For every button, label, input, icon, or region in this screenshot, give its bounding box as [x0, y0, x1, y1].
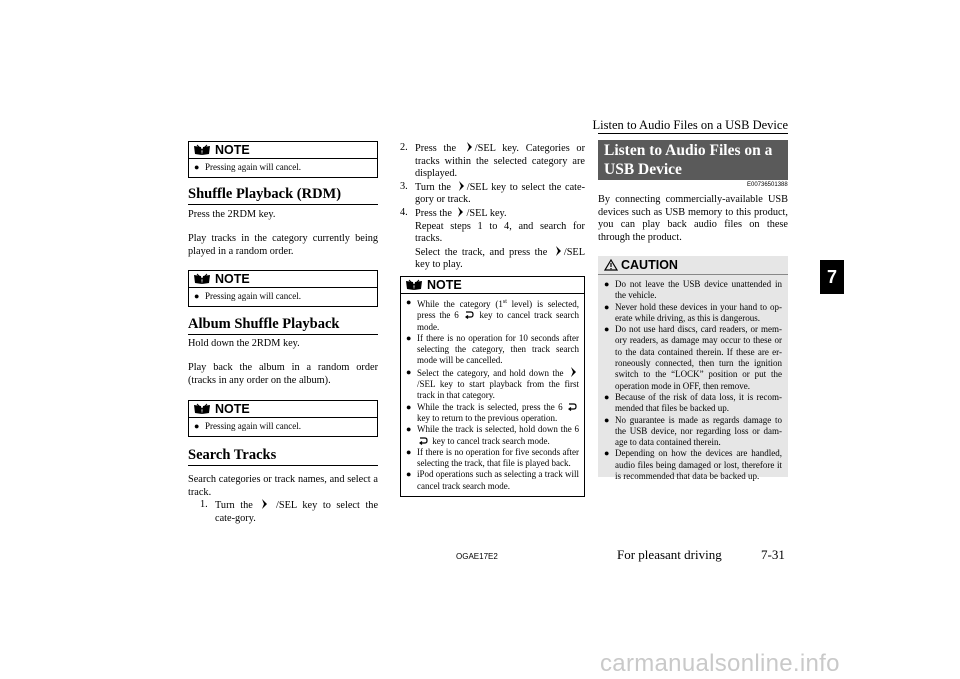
note-bullet [406, 297, 579, 333]
shuffle-p1: Press the 2RDM key. [188, 209, 276, 220]
note-text: If there is no operation for 10 seconds after selecting the category, then track search mode will be cancelled. [417, 332, 579, 366]
bullet-icon: ● [604, 301, 610, 312]
caution-text: Do not leave the USB device unattended in the vehicle. [615, 279, 782, 301]
bullet-icon: ● [406, 469, 412, 480]
step-text-pre: Select the track, and press the [415, 246, 548, 258]
album-p2: Play back the album in a random order (tracks in any order on the album). [188, 362, 378, 386]
running-header-title: Listen to Audio Files on a USB Device [592, 118, 788, 132]
footer-section: For pleasant driving [617, 547, 722, 562]
tune-knob-icon [554, 246, 562, 256]
note-book-icon [193, 403, 211, 415]
caution-box [598, 256, 788, 482]
note-bullet [406, 333, 579, 367]
caution-text: Because of the risk of data loss, it is recom-mended that files be backed up. [615, 391, 782, 414]
step-text-pre: Press the [415, 143, 457, 154]
return-arrow-icon [465, 311, 474, 319]
step-number: 4. [400, 206, 408, 218]
search-heading: Search Tracks [188, 447, 277, 463]
tune-knob-icon [569, 367, 577, 377]
tune-knob-icon [457, 181, 465, 191]
step-item [400, 181, 585, 207]
section-banner-usb: Listen to Audio Files on a USB Device [598, 140, 788, 180]
tune-knob-icon [260, 499, 268, 509]
note-text: /SEL key to start playback from the first track in that category. [417, 379, 579, 401]
bullet-icon: ● [194, 291, 200, 301]
section-heading-album [188, 316, 378, 335]
caution-text: Do not use hard discs, card readers, or mem-ory readers, as damage may occur to these or to the data contained therein. If these are er-roneously connected, then turn the ignition switch to the “LOCK” position or put the operation mode in OFF, then remove. [615, 324, 782, 391]
shuffle-p2: Play tracks in the category currently being played in a random order. [188, 233, 378, 257]
note-label: NOTE [215, 143, 250, 157]
caution-text: No guarantee is made as regards damage to the USB device, nor regarding loss or dam-age to data contained therein. [615, 414, 782, 448]
bullet-icon: ● [604, 279, 610, 289]
step-text-pre: Press the [415, 207, 452, 219]
usb-intro: By connecting commercially-available USB devices such as USB memory to this product, you can play back audio files on these through the product. [598, 194, 788, 243]
note-text: iPod operations such as selecting a track will cancel track search mode. [417, 469, 579, 491]
note-bullet [406, 402, 579, 425]
caution-text: Depending on how the devices are handled, audio files being damaged or lost, therefore it is recommended that data be backed up. [615, 448, 782, 482]
page-number: 7-31 [761, 547, 785, 562]
caution-header [598, 256, 788, 275]
step-text-pre: Turn the [415, 181, 451, 193]
step-text-post: /SEL key to play. [415, 246, 586, 271]
section-code: E00736501388 [747, 182, 788, 188]
note-label: NOTE [215, 402, 250, 416]
note-bullet-text: Pressing again will cancel. [205, 291, 301, 301]
bullet-icon: ● [604, 414, 610, 425]
note-label: NOTE [427, 278, 462, 292]
caution-bullet [604, 279, 782, 302]
note-box-1 [188, 141, 378, 178]
note-text: key to cancel track search mode. [432, 435, 550, 446]
note-text: While the track is selected, hold down the 6 [417, 424, 579, 435]
note-box-search [400, 276, 585, 497]
note-book-icon [405, 279, 423, 291]
note-bullet-text: Pressing again will cancel. [205, 421, 301, 431]
bullet-icon: ● [604, 391, 610, 402]
step-text-post: /SEL key to select the cate-gory or track. [415, 181, 586, 206]
caution-label: CAUTION [621, 258, 678, 272]
bullet-icon: ● [406, 332, 412, 343]
bullet-icon: ● [406, 401, 412, 412]
step-number: 2. [400, 142, 408, 153]
step-text-post: /SEL key. Categories or tracks within the selected category are displayed. [415, 143, 585, 180]
note-text: While the category (1 [417, 299, 503, 309]
note-text: level) is selected, press the 6 [417, 299, 579, 321]
tune-knob-icon [465, 142, 473, 152]
bullet-icon: ● [194, 162, 200, 172]
caution-bullet [604, 415, 782, 449]
footer-code: OGAE17E2 [456, 552, 498, 561]
caution-bullet [604, 324, 782, 392]
section-heading-search [188, 447, 378, 466]
bullet-icon: ● [406, 366, 412, 377]
note-text: key to return to the previous operation. [417, 412, 558, 423]
note-text: Select the category, and hold down the [417, 367, 564, 378]
note-bullet [406, 469, 579, 492]
step-4-extra-1: Repeat steps 1 to 4, and search for tracks. [415, 220, 585, 245]
note-text: key to cancel track search mode. [417, 310, 580, 332]
note-text: While the track is selected, press the 6 [417, 401, 563, 412]
header-rule [598, 133, 788, 134]
note-bullet-text: Pressing again will cancel. [205, 162, 301, 172]
bullet-icon: ● [604, 324, 610, 335]
note-bullet [406, 424, 579, 447]
note-sup: st [502, 299, 507, 305]
note-bullet [406, 447, 579, 470]
step-item [400, 142, 585, 181]
note-label: NOTE [215, 272, 250, 286]
bullet-icon: ● [406, 424, 412, 435]
bullet-icon: ● [406, 297, 412, 307]
note-book-icon [193, 144, 211, 156]
step-number: 3. [400, 180, 408, 192]
note-book-icon [193, 273, 211, 285]
caution-bullet [604, 302, 782, 325]
return-arrow-icon [419, 437, 428, 445]
search-p1: Search categories or track names, and select a track. [188, 474, 378, 498]
step-text-post: /SEL key. [466, 207, 507, 219]
album-heading: Album Shuffle Playback [188, 316, 340, 332]
caution-bullet [604, 448, 782, 482]
note-text: If there is no operation for five seconds after selecting the track, that file is played back. [417, 446, 579, 469]
bullet-icon: ● [406, 446, 412, 457]
step-text-post: /SEL key to select the cate-gory. [215, 500, 379, 524]
middle-steps [400, 142, 585, 272]
caution-bullet [604, 392, 782, 415]
step-number: 1. [200, 499, 208, 510]
note-box-3 [188, 400, 378, 437]
bullet-icon: ● [194, 421, 200, 431]
return-arrow-icon [568, 403, 577, 411]
step-item [400, 207, 585, 221]
shuffle-heading: Shuffle Playback (RDM) [188, 186, 342, 202]
warning-triangle-icon [604, 259, 618, 271]
album-p1: Hold down the 2RDM key. [188, 338, 300, 349]
step-4-extra-2 [400, 246, 585, 272]
caution-text: Never hold these devices in your hand to op-erate while driving, as this is dangerous. [615, 301, 782, 323]
note-box-2 [188, 270, 378, 307]
section-heading-shuffle [188, 186, 378, 205]
search-step-1 [200, 499, 378, 525]
bullet-icon: ● [604, 448, 610, 459]
chapter-tab: 7 [820, 260, 844, 294]
step-text-pre: Turn the [215, 500, 253, 511]
tune-knob-icon [456, 207, 464, 217]
note-bullet [406, 367, 579, 402]
watermark: carmanualsonline.info [600, 650, 840, 677]
